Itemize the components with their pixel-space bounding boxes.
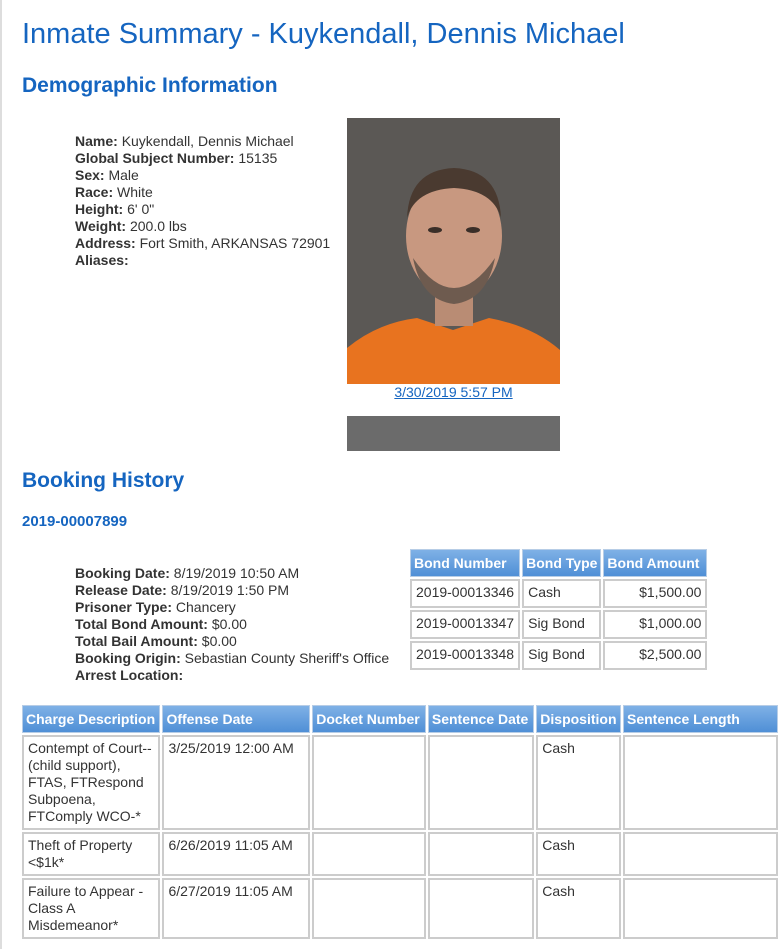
field-label: Total Bond Amount: [75,616,208,632]
sentence-date-cell [428,735,534,830]
field-label: Height: [75,201,124,217]
table-row [410,579,707,608]
field-label: Booking Origin: [75,650,181,666]
booking-number: 2019-00007899 [22,513,128,530]
field-label: Prisoner Type: [75,599,172,615]
field-label: Total Bail Amount: [75,633,198,649]
column-header[interactable]: Bond Amount [603,549,707,577]
field-value: 8/19/2019 10:50 AM [173,565,300,581]
photo-thumbnail[interactable] [347,416,560,451]
total-bond-row [75,616,389,633]
table-row [410,610,707,639]
field-label: Aliases: [75,252,129,268]
offense-date-cell: 6/26/2019 11:05 AM [162,832,310,876]
sex-row [75,167,330,184]
docket-number-cell [312,735,426,830]
field-label: Booking Date: [75,565,170,581]
column-header[interactable]: Bond Type [522,549,601,577]
field-value: Kuykendall, Dennis Michael [121,133,294,149]
bond-type-cell: Cash [522,579,601,608]
bond-number-cell: 2019-00013348 [410,641,520,670]
field-label: Release Date: [75,582,167,598]
field-value: 200.0 lbs [129,218,187,234]
booking-date-row [75,565,389,582]
field-label: Weight: [75,218,127,234]
docket-number-cell [312,878,426,939]
charge-table [20,703,780,941]
height-row [75,201,330,218]
bond-table-header [410,549,707,577]
arrest-location-row [75,667,389,684]
bond-number-cell: 2019-00013347 [410,610,520,639]
disposition-cell: Cash [536,735,621,830]
name-row [75,133,330,150]
sentence-length-cell [623,832,778,876]
demographic-info [75,133,330,269]
bond-type-cell: Sig Bond [522,641,601,670]
column-header[interactable]: Charge Description [22,705,160,733]
bond-amount-cell: $1,500.00 [603,579,707,608]
subject-number-row [75,150,330,167]
column-header[interactable]: Sentence Length [623,705,778,733]
field-value: 15135 [238,150,278,166]
bond-type-cell: Sig Bond [522,610,601,639]
field-value: $0.00 [211,616,247,632]
charge-description-cell: Failure to Appear - Class A Misdemeanor* [22,878,160,939]
mugshot-photo[interactable] [347,118,560,384]
bond-amount-cell: $1,000.00 [603,610,707,639]
weight-row [75,218,330,235]
booking-heading: Booking History [22,469,185,492]
table-row [22,878,778,939]
docket-number-cell [312,832,426,876]
field-label: Arrest Location: [75,667,184,683]
table-row [410,641,707,670]
person-photo-icon [347,118,560,384]
booking-origin-row [75,650,389,667]
field-label: Name: [75,133,118,149]
field-value: 6' 0" [127,201,155,217]
field-label: Race: [75,184,114,200]
field-label: Address: [75,235,136,251]
column-header[interactable]: Offense Date [162,705,310,733]
release-date-row [75,582,389,599]
demographic-heading: Demographic Information [22,74,278,97]
charge-description-cell: Theft of Property <$1k* [22,832,160,876]
field-value: Male [108,167,139,183]
column-header[interactable]: Bond Number [410,549,520,577]
field-value: $0.00 [201,633,237,649]
offense-date-cell: 6/27/2019 11:05 AM [162,878,310,939]
charge-table-header [22,705,778,733]
disposition-cell: Cash [536,878,621,939]
field-label: Sex: [75,167,105,183]
disposition-cell: Cash [536,832,621,876]
race-row [75,184,330,201]
field-value: 8/19/2019 1:50 PM [170,582,290,598]
bond-number-cell: 2019-00013346 [410,579,520,608]
bond-table [408,547,709,672]
field-label: Global Subject Number: [75,150,235,166]
table-row [22,735,778,830]
field-value: White [117,184,153,200]
aliases-row [75,252,330,269]
bond-amount-cell: $2,500.00 [603,641,707,670]
charge-description-cell: Contempt of Court--(child support), FTAS, FTRespond Subpoena, FTComply WCO-* [22,735,160,830]
column-header[interactable]: Disposition [536,705,621,733]
sentence-length-cell [623,878,778,939]
sentence-date-cell [428,832,534,876]
page-title: Inmate Summary - Kuykendall, Dennis Michael [22,18,625,50]
field-value: Chancery [175,599,236,615]
booking-info [75,565,389,684]
table-row [22,832,778,876]
field-value: Fort Smith, ARKANSAS 72901 [139,235,331,251]
photo-date-link[interactable]: 3/30/2019 5:57 PM [394,384,513,400]
column-header[interactable]: Sentence Date [428,705,534,733]
sentence-length-cell [623,735,778,830]
address-row [75,235,330,252]
field-value: Sebastian County Sheriff's Office [184,650,390,666]
offense-date-cell: 3/25/2019 12:00 AM [162,735,310,830]
sentence-date-cell [428,878,534,939]
total-bail-row [75,633,389,650]
charge-table-container [20,703,740,941]
column-header[interactable]: Docket Number [312,705,426,733]
prisoner-type-row [75,599,389,616]
